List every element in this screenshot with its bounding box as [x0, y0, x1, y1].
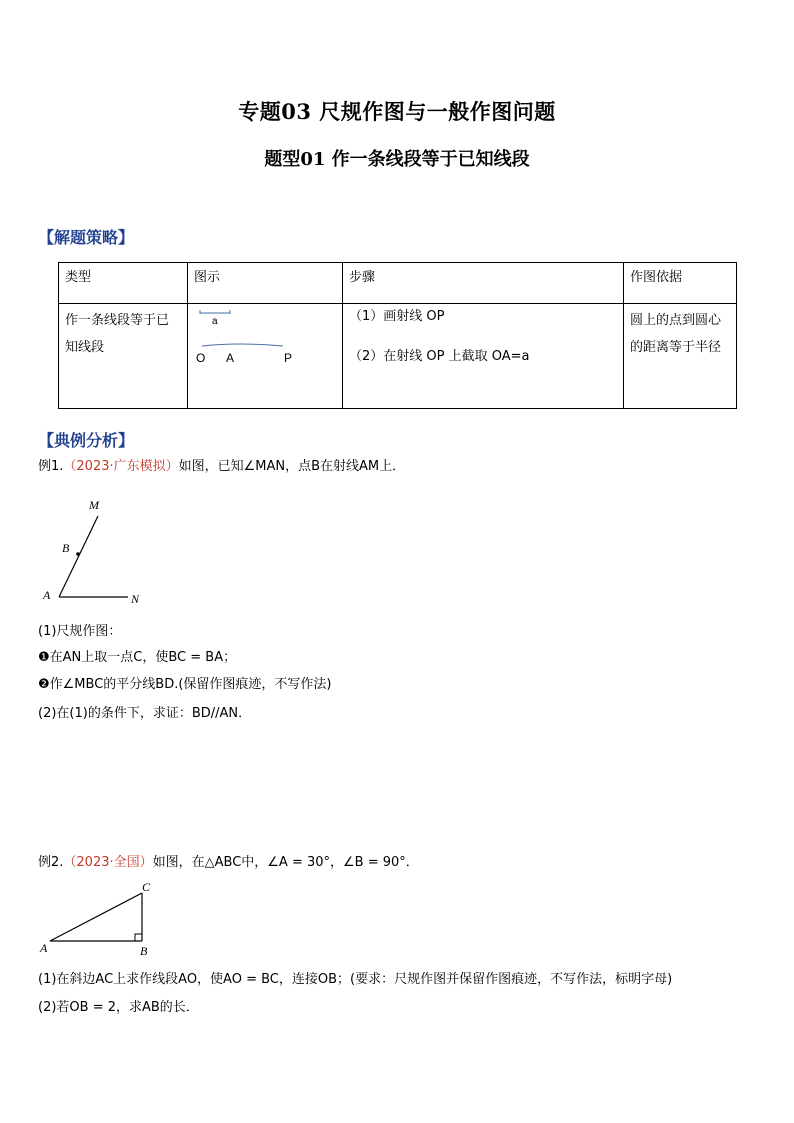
page-title: 专题03 尺规作图与一般作图问题 — [238, 99, 556, 124]
cell-basis: 圆上的点到圆心的距离等于半径 — [624, 304, 737, 409]
header-basis: 作图依据 — [624, 263, 737, 304]
example1-text: 如图，已知∠MAN，点B在射线AM上． — [178, 459, 406, 474]
examples-heading: 【典例分析】 — [38, 431, 135, 450]
table-header-row — [59, 263, 737, 304]
header-type: 类型 — [59, 263, 188, 304]
triangle-ABC-figure — [38, 876, 168, 960]
example1-q1b: ❷作∠MBC的平分线BD.(保留作图痕迹，不写作法) — [38, 677, 332, 692]
header-figure: 图示 — [188, 263, 343, 304]
label-O: O — [196, 351, 206, 365]
strategy-heading: 【解题策略】 — [38, 228, 135, 247]
label-A: A — [226, 351, 235, 365]
cell-type: 作一条线段等于已知线段 — [59, 304, 188, 409]
example1-stem — [38, 455, 405, 474]
label-N: N — [131, 592, 140, 606]
label-P: P — [284, 351, 293, 365]
segment-figure — [188, 304, 342, 398]
cell-figure — [188, 304, 343, 409]
label-M: M — [89, 498, 99, 512]
step-1: （1）画射线 OP — [349, 309, 445, 324]
example2-prefix: 例2. — [38, 855, 64, 870]
page-subtitle: 题型01 作一条线段等于已知线段 — [264, 149, 530, 170]
example1-q1: (1)尺规作图： — [38, 624, 122, 639]
label-B: B — [62, 541, 70, 555]
example1-q1a: ❶在AN上取一点C，使BC = BA； — [38, 650, 237, 665]
example2-source: （2023·全国） — [63, 855, 153, 870]
label-A: A — [40, 941, 48, 955]
example2-q2: (2)若OB = 2，求AB的长． — [38, 1000, 199, 1015]
label-B: B — [140, 944, 148, 958]
example2-text: 如图，在△ABC中，∠A = 30°，∠B = 90°． — [152, 855, 419, 870]
example2-stem — [38, 851, 419, 870]
angle-MAN-figure — [38, 492, 158, 612]
header-steps: 步骤 — [343, 263, 624, 304]
cell-steps — [343, 304, 624, 409]
step-2: （2）在射线 OP 上截取 OA=a — [349, 349, 530, 364]
example1-prefix: 例1. — [38, 459, 64, 474]
example1-source: （2023·广东模拟） — [63, 459, 179, 474]
example2-q1: (1)在斜边AC上求作线段AO，使AO = BC，连接OB；(要求：尺规作图并保留作图痕迹，不写作法，标明字母) — [38, 972, 673, 987]
strategy-table — [58, 262, 737, 409]
example1-q2: (2)在(1)的条件下，求证：BD//AN． — [38, 706, 252, 721]
table-row — [59, 304, 737, 409]
label-a: a — [212, 316, 218, 327]
label-A: A — [43, 588, 51, 602]
label-C: C — [142, 880, 151, 894]
